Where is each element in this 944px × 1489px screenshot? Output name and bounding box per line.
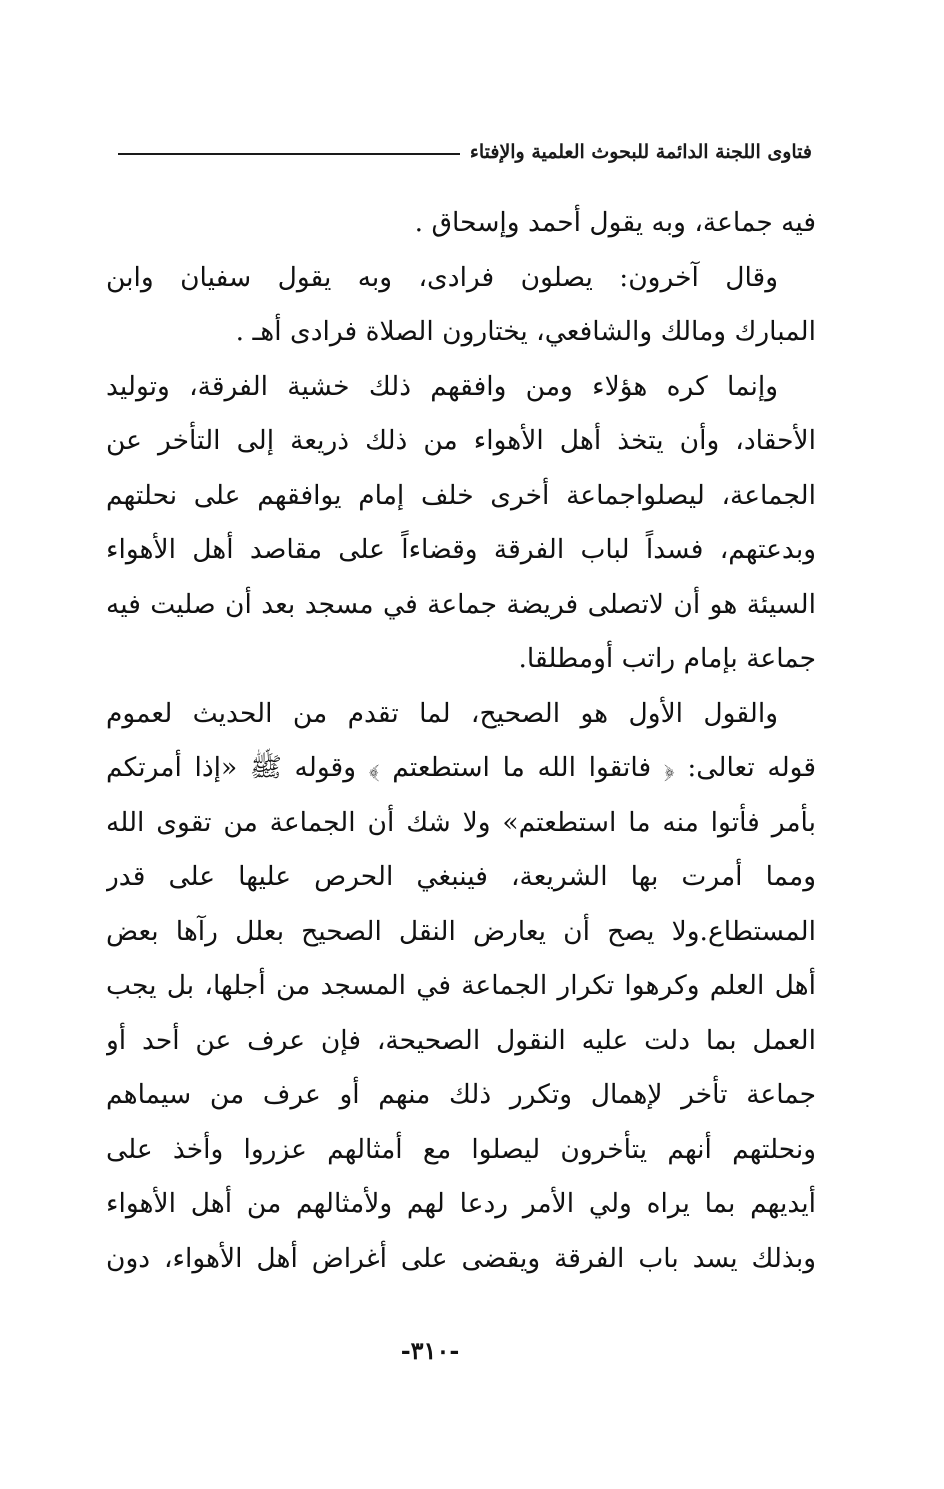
text-line: وبدعتهم، فسداً لباب الفرقة وقضاءاً على مقاصد أهل الأهواء	[106, 534, 816, 565]
text-line: وبذلك يسد باب الفرقة ويقضى على أغراض أهل الأهواء، دون	[106, 1242, 816, 1274]
text-line: العمل بما دلت عليه النقول الصحيحة، فإن عرف عن أحد أو	[106, 1024, 816, 1056]
running-header	[118, 132, 812, 172]
text-line: أهل العلم وكرهوا تكرار الجماعة في المسجد من أجلها، بل يجب	[106, 970, 816, 1001]
text-line: والقول الأول هو الصحيح، لما تقدم من الحديث لعموم	[106, 697, 778, 729]
header-title: فتاوى اللجنة الدائمة للبحوث العلمية والإفتاء	[469, 141, 812, 163]
header-rule	[118, 153, 460, 155]
body-text	[106, 196, 816, 1286]
text-line: بأمر فأتوا منه ما استطعتم» ولا شك أن الجماعة من تقوى الله	[106, 806, 816, 838]
text-line: قوله تعالى: ﴿ فاتقوا الله ما استطعتم ﴾ وقوله ﷺ «إذا أمرتكم	[106, 752, 816, 783]
text-line: السيئة هو أن لاتصلى فريضة جماعة في مسجد بعد أن صليت فيه	[106, 588, 816, 620]
text-line: الأحقاد، وأن يتخذ أهل الأهواء من ذلك ذريعة إلى التأخر عن	[106, 425, 816, 456]
text-line: جماعة تأخر لإهمال وتكرر ذلك منهم أو عرف من سيماهم	[106, 1079, 816, 1110]
text-line: وقال آخرون: يصلون فرادى، وبه يقول سفيان وابن	[106, 261, 778, 293]
text-line: فيه جماعة، وبه يقول أحمد وإسحاق .	[414, 207, 816, 238]
text-line: المبارك ومالك والشافعي، يختارون الصلاة فرادى أهـ .	[235, 316, 816, 347]
text-line: ومما أمرت بها الشريعة، فينبغي الحرص عليها على قدر	[106, 861, 816, 892]
text-line: الجماعة، ليصلواجماعة أخرى خلف إمام يوافقهم على نحلتهم	[106, 479, 816, 511]
text-line: وإنما كره هؤلاء ومن وافقهم ذلك خشية الفرقة، وتوليد	[106, 370, 778, 402]
text-line: أيديهم بما يراه ولي الأمر ردعا لهم ولأمثالهم من أهل الأهواء	[106, 1188, 816, 1219]
page-number: -٣١٠-	[400, 1336, 460, 1365]
text-line: المستطاع.ولا يصح أن يعارض النقل الصحيح بعلل رآها بعض	[106, 915, 816, 947]
text-line: جماعة بإمام راتب أومطلقا.	[518, 643, 816, 674]
text-line: ونحلتهم أنهم يتأخرون ليصلوا مع أمثالهم عزروا وأخذ على	[106, 1133, 816, 1165]
